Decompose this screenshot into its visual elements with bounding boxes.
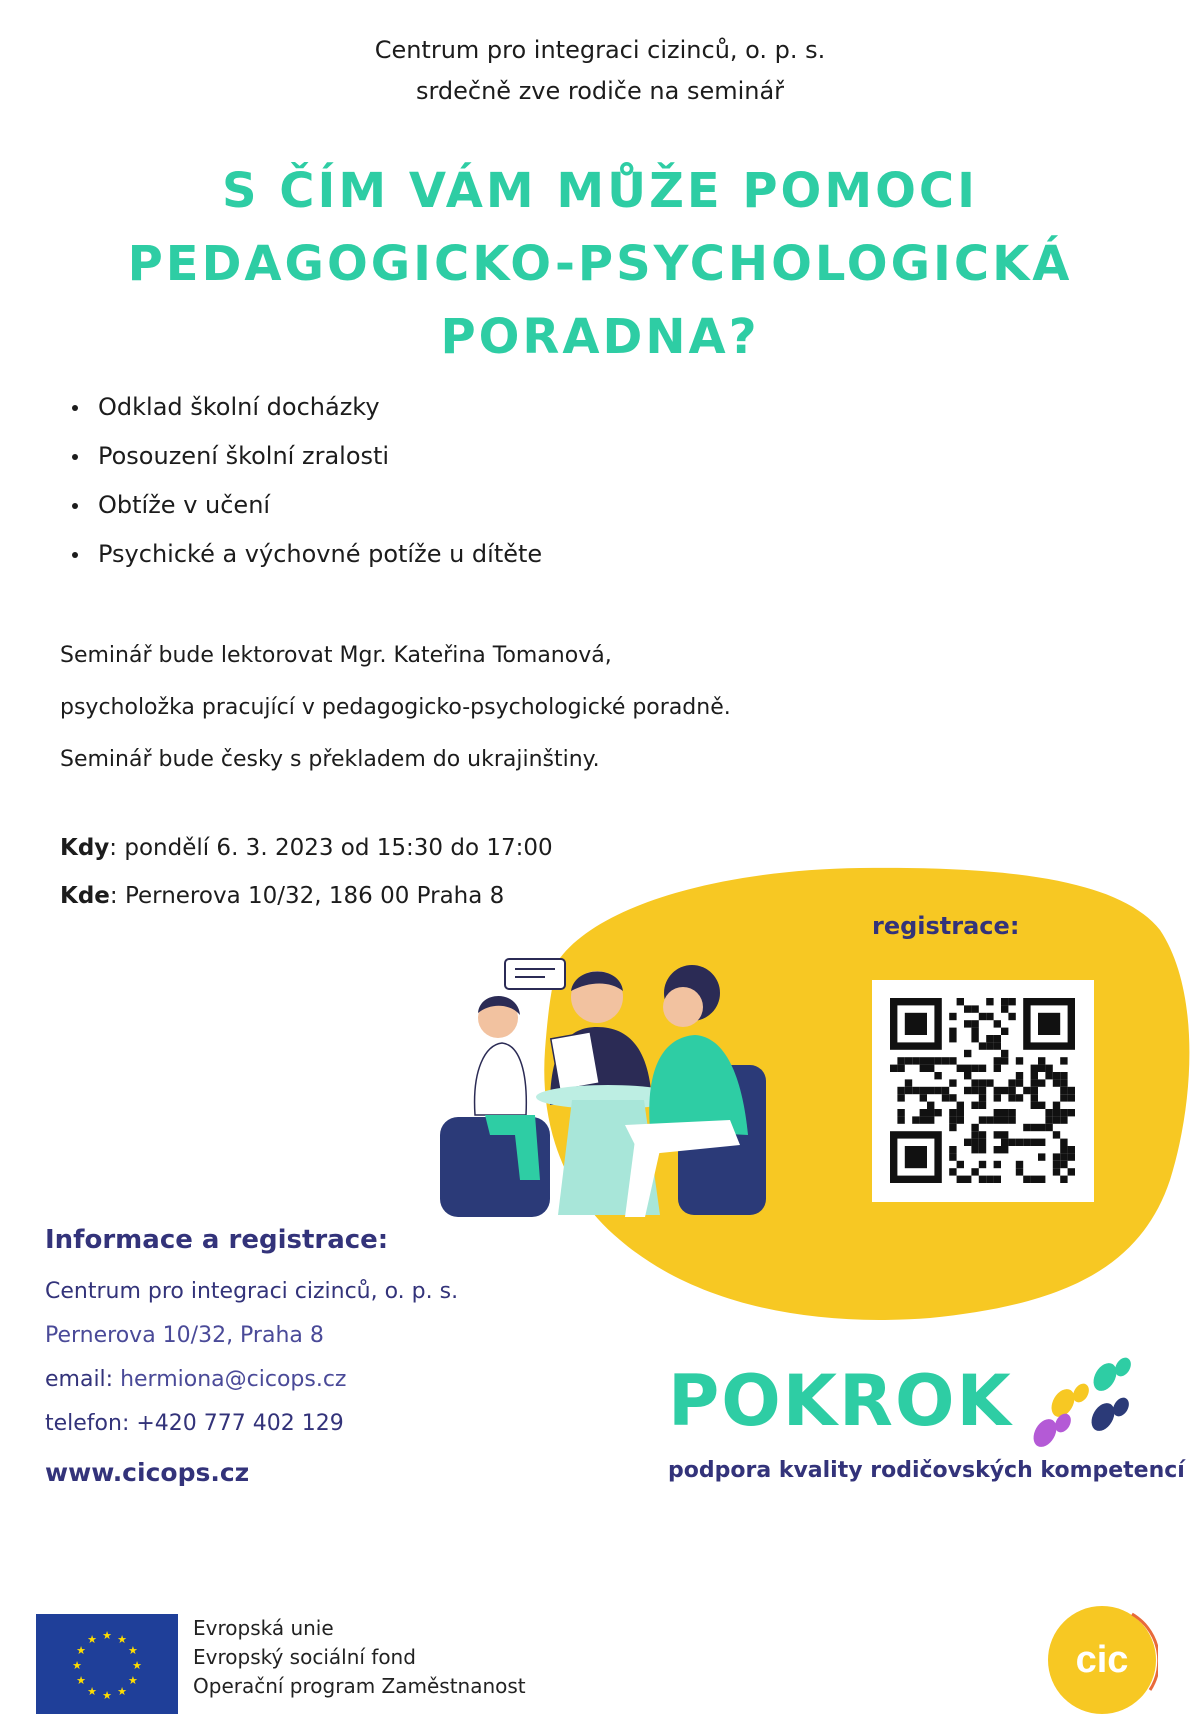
list-item: Psychické a výchovné potíže u dítěte bbox=[72, 530, 542, 579]
contact-address: Pernerova 10/32, Praha 8 bbox=[45, 1323, 324, 1348]
when-row bbox=[60, 824, 553, 872]
svg-text:★: ★ bbox=[117, 1684, 127, 1698]
list-item: Posouzení školní zralosti bbox=[72, 432, 542, 481]
footprints-icon bbox=[1015, 1355, 1140, 1455]
svg-text:★: ★ bbox=[76, 1644, 86, 1657]
where-label: Kde bbox=[60, 883, 110, 909]
when-label: Kdy bbox=[60, 835, 110, 861]
website-link[interactable]: www.cicops.cz bbox=[45, 1458, 250, 1487]
title-line-3: PORADNA? bbox=[440, 309, 760, 365]
svg-text:★: ★ bbox=[128, 1644, 138, 1657]
title-line-1: S ČÍM VÁM MŮŽE POMOCI bbox=[221, 163, 979, 219]
contact-heading: Informace a registrace: bbox=[45, 1225, 389, 1255]
email-link[interactable]: hermiona@cicops.cz bbox=[120, 1367, 347, 1392]
svg-text:★: ★ bbox=[128, 1674, 138, 1687]
title-line-2: PEDAGOGICKO-PSYCHOLOGICKÁ bbox=[127, 236, 1073, 292]
svg-text:★: ★ bbox=[87, 1684, 97, 1698]
registration-qr-code[interactable] bbox=[872, 980, 1094, 1202]
intro-line-2: srdečně zve rodiče na seminář bbox=[415, 77, 785, 105]
description-line-3: Seminář bude česky s překladem do ukrajinštiny. bbox=[60, 747, 600, 772]
svg-text:★: ★ bbox=[87, 1633, 97, 1647]
where-value: : Pernerova 10/32, 186 00 Praha 8 bbox=[109, 883, 505, 909]
svg-text:★: ★ bbox=[117, 1633, 127, 1647]
email-label: email: bbox=[45, 1367, 121, 1392]
intro-line-1: Centrum pro integraci cizinců, o. p. s. bbox=[374, 36, 826, 64]
registration-label: registrace: bbox=[872, 912, 1020, 940]
cic-logo-text: cic bbox=[1075, 1639, 1129, 1681]
topic-list bbox=[72, 383, 542, 579]
description-line-2: psycholožka pracující v pedagogicko-psychologické poradně. bbox=[60, 695, 731, 720]
when-value: : pondělí 6. 3. 2023 od 15:30 do 17:00 bbox=[109, 835, 553, 861]
contact-email-row bbox=[45, 1358, 458, 1402]
contact-org: Centrum pro integraci cizinců, o. p. s. bbox=[45, 1279, 459, 1304]
where-row bbox=[60, 872, 553, 920]
cic-logo bbox=[1046, 1604, 1158, 1716]
contact-phone[interactable]: telefon: +420 777 402 129 bbox=[45, 1411, 344, 1436]
description-line-1: Seminář bude lektorovat Mgr. Kateřina Tomanová, bbox=[60, 643, 612, 668]
counseling-illustration bbox=[430, 955, 790, 1230]
list-item: Odklad školní docházky bbox=[72, 383, 542, 432]
contact-info bbox=[45, 1270, 458, 1446]
eu-line-2: Evropský sociální fond bbox=[193, 1645, 416, 1669]
svg-text:★: ★ bbox=[132, 1659, 142, 1672]
pokrok-tagline: podpora kvality rodičovských kompetencí bbox=[668, 1458, 1185, 1483]
eu-line-1: Evropská unie bbox=[193, 1616, 334, 1640]
svg-text:★: ★ bbox=[102, 1629, 112, 1642]
intro-text bbox=[0, 30, 1200, 112]
page-title bbox=[0, 155, 1200, 374]
eu-line-3: Operační program Zaměstnanost bbox=[193, 1674, 526, 1698]
description bbox=[60, 630, 731, 786]
list-item: Obtíže v učení bbox=[72, 481, 542, 530]
svg-text:★: ★ bbox=[72, 1659, 82, 1672]
eu-funding-text bbox=[193, 1614, 526, 1701]
eu-flag-icon bbox=[36, 1614, 178, 1714]
event-details bbox=[60, 824, 553, 920]
svg-text:★: ★ bbox=[76, 1674, 86, 1687]
svg-text:★: ★ bbox=[102, 1689, 112, 1702]
pokrok-logo-text: POKROK bbox=[668, 1360, 1013, 1442]
